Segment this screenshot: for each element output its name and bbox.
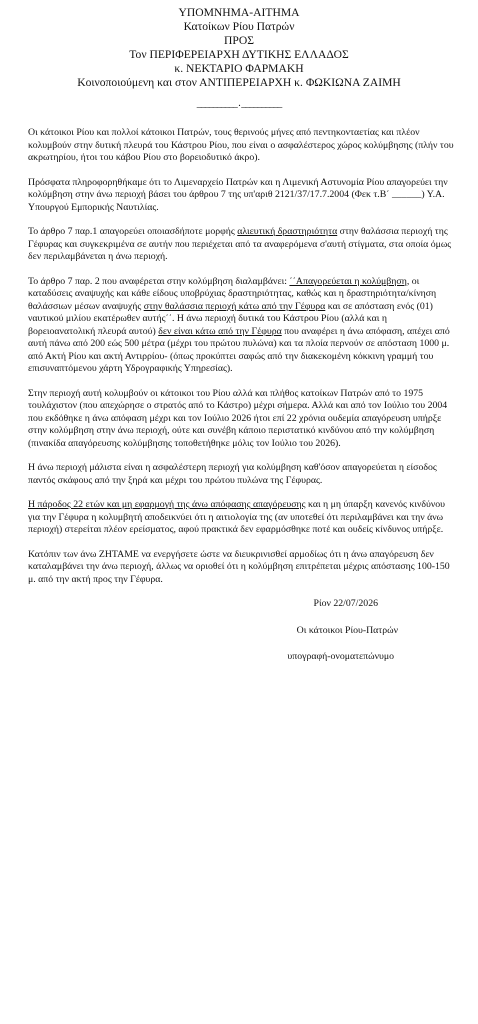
to-label: ΠΡΟΣ xyxy=(224,34,254,47)
recipient-line: Τον ΠΕΡΙΦΕΡΕΙΑΡΧΗ ΔΥΤΙΚΗΣ ΕΛΛΑΔΟΣ xyxy=(129,48,349,61)
letter-body xyxy=(14,127,464,586)
signature-block xyxy=(14,598,464,664)
paragraph-7-text: και η μη ύπαρξη κανενός κινδύνου για την Γέφυρα η κολυμβητή αποδεικνύει ότι η αιτιολογία της (αν υποτεθεί ότι περιλαμβάνει και την άνω περιοχή) στερείται πλέον ερείσματος, αφού πρακτικά δεν εφαρμόσθηκε ποτέ και ουδείς κίνδυνος υπήρξε. xyxy=(28,499,446,535)
paragraph-8: Κατόπιν των άνω ΖΗΤΑΜΕ να ενεργήσετε ώστε να διευκρινισθεί αρμοδίως ότι η άνω απαγόρευση δεν καταλαμβάνει την άνω περιοχή, άλλως να οριοθεί ότι η κολύμβηση επιτρέπεται μέχρις απόστασης 100-150 μ. από την ακτή προς την Γέφυρα. xyxy=(28,548,450,585)
paragraph-4-text-b: , οι καταδύσεις αναψυχής και κάθε είδους υποβρύχιας δραστηριότητας, καθώς και η δραστηριότητα/κίνηση θαλάσσιων μέσων αναψυχής xyxy=(28,275,437,312)
paragraph-4-text-a: Το άρθρο 7 παρ. 2 που αναφέρεται στην κολύμβηση διαλαμβάνει: xyxy=(28,275,290,287)
paragraph-7 xyxy=(28,499,464,537)
paragraph-3-underlined: αλιευτική δραστηριότητα xyxy=(237,226,338,237)
recipient-name: κ. ΝΕΚΤΑΡΙΟ ΦΑΡΜΑΚΗ xyxy=(174,62,304,75)
paragraph-1: Οι κάτοικοι Ρίου και πολλοί κάτοικοι Πατρών, τους θερινούς μήνες από πεντηκονταετίας και πλέον κολυμβούν στην δυτική πλευρά του Κάστρου Ρίου, που είναι ο ασφαλέστερος χώρος κολύμβησης (πλήν του ακρωτηρίου, ήτοι του κάβου Ρίου στο βορειοδυτικό άκρο). xyxy=(28,127,454,163)
paragraph-4-underlined-2: στην θαλάσσια περιοχή κάτω από την Γέφυρα xyxy=(143,300,326,312)
paragraph-7-underlined: Η πάροδος 22 ετών και μη εφαρμογή της άνω απόφασης απαγόρευσης xyxy=(28,499,306,510)
signature-date: Ρίον 22/07/2026 xyxy=(313,598,378,609)
paragraph-5: Στην περιοχή αυτή κολυμβούν οι κάτοικοι του Ρίου αλλά και πλήθος κατοίκων Πατρών από το 1975 τουλάχιστον (που απεχώρησε ο στρατός από το Κάστρο) μέχρι σήμερα. Αλλά και από τον Ιούλιο του 2004 που εκδόθηκε η άνω απόφαση μέχρι και τον Ιούλιο 2026 ήτοι επί 22 χρόνια ουδεμία απαγόρευση υπήρξε στην κολύμβηση στην άνω περιοχή, ούτε και συνέβη κάποιο περιστατικό κινδύνου από την κολύμβηση (πινακίδα απαγόρευσης κολύμβησης τοποθετήθηκε μόλις τον Ιούλιο του 2026). xyxy=(28,387,448,449)
signature-signatories: Οι κάτοικοι Ρίου-Πατρών xyxy=(296,624,398,636)
signature-name-line: υπογραφή-ονοματεπώνυμο xyxy=(287,651,394,662)
paragraph-2: Πρόσφατα πληροφορηθήκαμε ότι το Λιμεναρχείο Πατρών και η Λιμενική Αστυνομία Ρίου απαγορεύει την κολύμβηση στην άνω περιοχή βάσει του άρθρου 7 της υπ'αριθ 2121/37/17.7.2004 (Φεκ τ.Β΄ ______) Υ.Α. Υπουργού Εμπορικής Ναυτιλίας. xyxy=(28,176,448,213)
document-title: ΥΠΟΜΝΗΜΑ-ΑΙΤΗΜΑ xyxy=(178,6,300,19)
paragraph-4-text-c: και σε απόσταση ενός (01) ναυτικού μιλίου εκατέρωθεν αυτής΄΄. Η άνω περιοχή δυτικά του Κάστρου Ρίου (αλλά και η βορειοανατολική πλευρά αυτού) xyxy=(28,300,433,337)
cc-line: Κοινοποιούμενη και στον ΑΝΤΙΠΕΡΕΙΑΡΧΗ κ. ΦΩΚΙΩΝΑ ΖΑΙΜΗ xyxy=(77,76,401,89)
sender-line: Κατοίκων Ρίου Πατρών xyxy=(183,20,295,33)
paragraph-3-text-a: Το άρθρο 7 παρ.1 απαγορεύει οποιασδήποτε μορφής xyxy=(28,226,238,237)
paragraph-6: Η άνω περιοχή μάλιστα είναι η ασφαλέστερη περιοχή για κολύμβηση καθ'όσον απαγορεύεται η είσοδος παντός σκάφους από την ξηρά και μέχρι του πρώτου πυλώνα της Γέφυρας. xyxy=(28,462,437,486)
paragraph-4-text-d: που αναφέρει η άνω απόφαση, απέχει από αυτή πάνω από 200 εώς 500 μέτρα (μέχρι του πρώτου πυλώνα) και τα πλοία περνούν σε απόσταση 1000 μ. από Ακτή Ρίου και ακτή Αντιρρίου- (όπως προκύπτει σαφώς από την διακεκομένη κόκκινη γραμμή του επισυναπτόμενου χάρτη Υδρογραφικής Υπηρεσίας). xyxy=(28,325,450,374)
paragraph-4-underlined-3: δεν είναι κάτω από την Γέφυρα xyxy=(158,325,282,337)
paragraph-3 xyxy=(28,226,464,264)
letter-header xyxy=(14,6,464,90)
paragraph-4 xyxy=(28,276,464,376)
paragraph-4-underlined-1: ΄΄Απαγορεύεται η κολύμβηση xyxy=(289,275,407,287)
separator-line: __________ . __________ xyxy=(196,98,282,109)
paragraph-3-text-b: στην θαλάσσια περιοχή της Γέφυρας και συγκεκριμένα σε αυτήν που περιέχεται από τα αναφερόμενα σ'αυτή στίγματα, στα οποία όμως δεν περιλαμβάνεται η άνω περιοχή. xyxy=(28,226,452,262)
